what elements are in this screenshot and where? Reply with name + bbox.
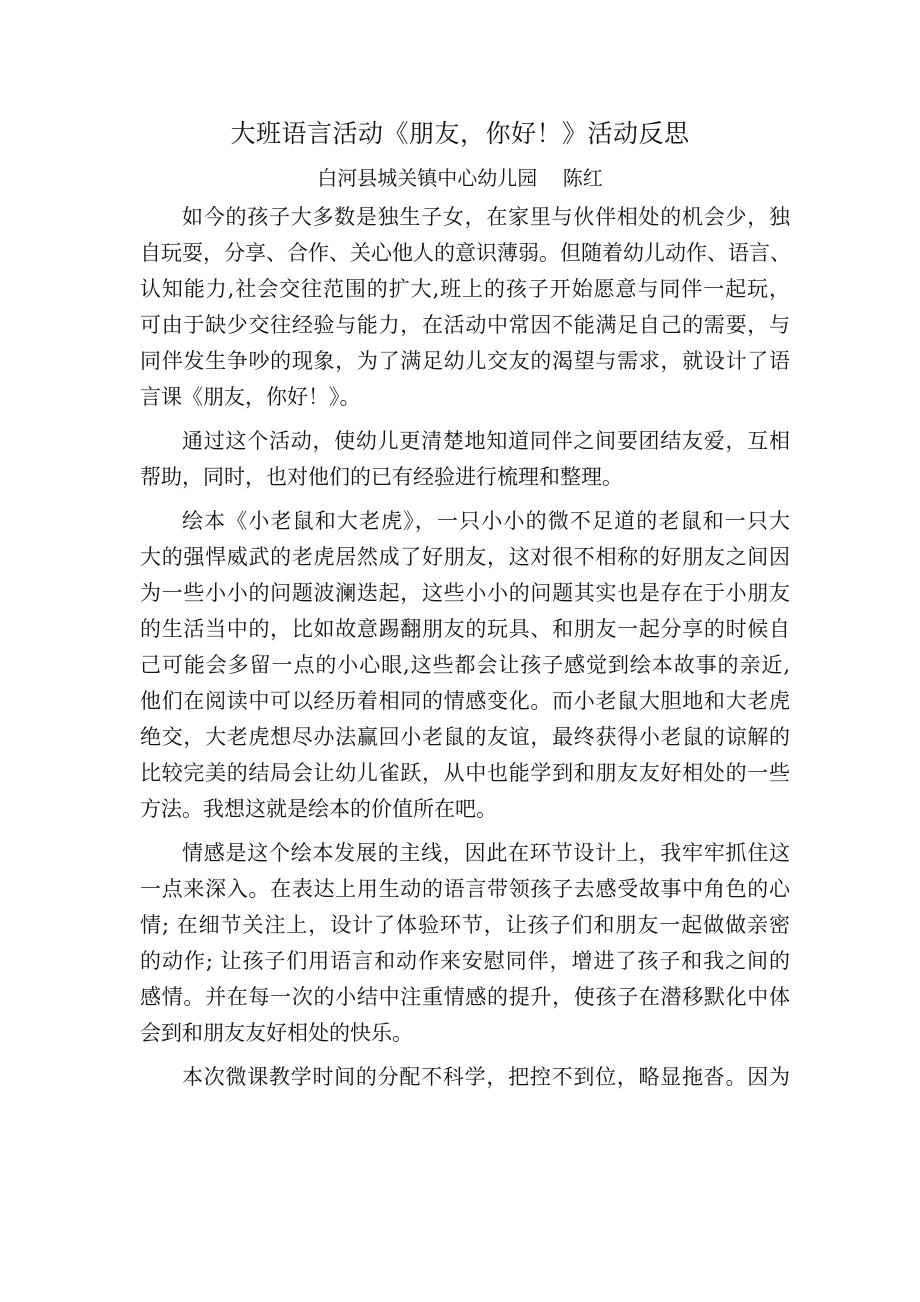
document-author: 白河县城关镇中心幼儿园 陈红: [317, 166, 603, 190]
text-line: 同伴发生争吵的现象，为了满足幼儿交友的渴望与需求，就设计了语: [140, 349, 790, 373]
text-line: 通过这个活动，使幼儿更清楚地知道同伴之间要团结友爱，互相: [182, 429, 790, 453]
text-line: 如今的孩子大多数是独生子女，在家里与伙伴相处的机会少，独: [182, 205, 790, 229]
text-line: 为一些小小的问题波澜迭起，这些小小的问题其实也是存在于小朋友: [140, 581, 790, 605]
text-line: 比较完美的结局会让幼儿雀跃，从中也能学到和朋友友好相处的一些: [140, 761, 790, 785]
paragraph: [140, 503, 790, 827]
text-line: 情感是这个绘本发展的主线，因此在环节设计上，我牢牢抓住这: [182, 841, 790, 865]
text-line: 本次微课教学时间的分配不科学，把控不到位，略显拖沓。因为: [182, 1065, 790, 1089]
text-line: 他们在阅读中可以经历着相同的情感变化。而小老鼠大胆地和大老虎: [140, 689, 790, 713]
text-line: 自玩耍，分享、合作、关心他人的意识薄弱。但随着幼儿动作、语言、: [140, 241, 791, 265]
text-line: 己可能会多留一点的小心眼,这些都会让孩子感觉到绘本故事的亲近,: [140, 653, 790, 677]
text-line: 大的强悍威武的老虎居然成了好朋友，这对很不相称的好朋友之间因: [140, 545, 790, 569]
paragraph: [140, 199, 790, 415]
text-line: 方法。我想这就是绘本的价值所在吧。: [140, 797, 497, 821]
text-line: 认知能力,社会交往范围的扩大,班上的孩子开始愿意与同伴一起玩，: [140, 277, 790, 301]
paragraph: [140, 1059, 790, 1095]
document-title: 大班语言活动《朋友，你好！》活动反思: [230, 119, 690, 148]
paragraph: [140, 423, 790, 495]
text-line: 绘本《小老鼠和大老虎》，一只小小的微不足道的老鼠和一只大: [182, 509, 790, 533]
text-line: 的生活当中的，比如故意踢翻朋友的玩具、和朋友一起分享的时候自: [140, 617, 790, 641]
text-line: 的动作; 让孩子们用语言和动作来安慰同伴，增进了孩子和我之间的: [140, 949, 790, 973]
text-line: 帮助，同时，也对他们的已有经验进行梳理和整理。: [140, 465, 623, 489]
text-line: 可由于缺少交往经验与能力，在活动中常因不能满足自己的需要，与: [140, 313, 790, 337]
text-line: 绝交，大老虎想尽办法赢回小老鼠的友谊，最终获得小老鼠的谅解的: [140, 725, 790, 749]
document-body: [140, 199, 790, 1103]
text-line: 情; 在细节关注上，设计了体验环节，让孩子们和朋友一起做做亲密: [140, 913, 790, 937]
text-line: 感情。并在每一次的小结中注重情感的提升，使孩子在潜移默化中体: [140, 985, 790, 1009]
paragraph: [140, 835, 790, 1051]
text-line: 一点来深入。在表达上用生动的语言带领孩子去感受故事中角色的心: [140, 877, 790, 901]
text-line: 言课《朋友，你好！》。: [140, 385, 361, 409]
text-line: 会到和朋友友好相处的快乐。: [140, 1021, 413, 1045]
